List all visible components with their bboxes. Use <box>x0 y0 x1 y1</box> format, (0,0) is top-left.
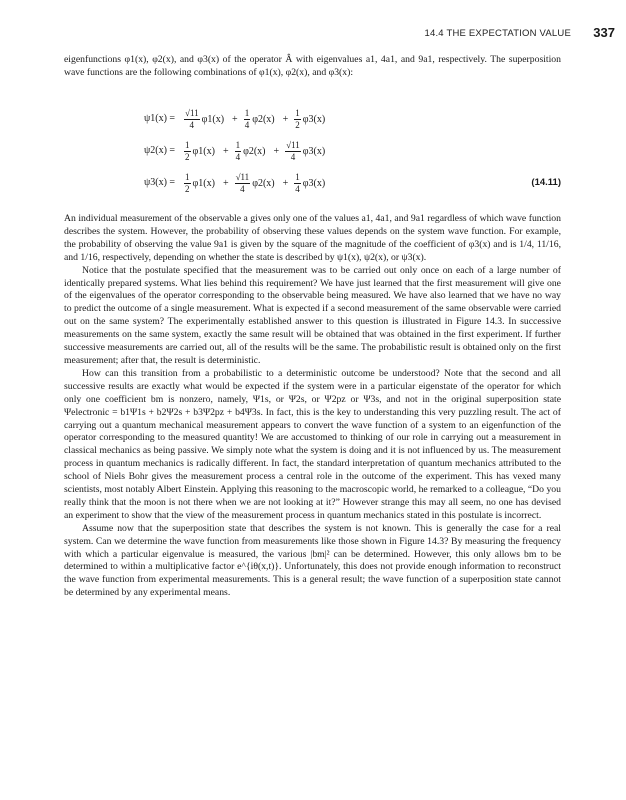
paragraph: An individual measurement of the observable a gives only one of the values a1, 4a1, and 9a1 regardless of which wave function describes the system. However, the probability of observing these values depends on the system wave function. For example, the probability of observing the value 9a1 is given by the square of the magnitude of the coefficient of φ3(x) and is 1/4, 11/16, and 1/16, respectively, depending on whether the state is described by ψ1(x), ψ2(x), or ψ3(x). <box>64 213 561 263</box>
function-term: φ2(x) <box>243 145 266 157</box>
function-term: φ2(x) <box>252 113 275 125</box>
function-term: φ3(x) <box>302 177 326 189</box>
equation-block <box>64 104 561 200</box>
plus-operator: + <box>232 113 238 125</box>
intro-paragraph <box>64 54 561 80</box>
equation-lhs: ψ3(x) = <box>144 177 176 188</box>
coefficient: $\frac{1}{2}$ <box>295 107 300 130</box>
equation-rhs <box>182 104 329 134</box>
plus-operator: + <box>222 145 229 157</box>
equation-rhs <box>182 168 329 198</box>
plus-operator: + <box>273 145 280 157</box>
equation-lhs: ψ2(x) = <box>144 145 176 156</box>
paragraph: Assume now that the superposition state that describes the system is not known. This is generally the case for a real system. Can we determine the wave function from measurements like those shown in Figure 14.3? By measuring the frequency with which a particular eigenvalue is measured, the various |bm|² can be determined. However, this only allows bm to be determined to within a multiplicative factor e^{iθ(x,t)}. Unfortunately, this does not provide enough information to reconstruct the wave function from experimental measurements. This is a general result; the wave function of a superposition state cannot be determined by any experimental means. <box>64 522 561 599</box>
function-term: φ3(x) <box>302 145 326 157</box>
coefficient: $\frac{√11}{4}$ <box>286 139 300 162</box>
equation-row <box>64 168 561 198</box>
intro-text: eigenfunctions φ1(x), φ2(x), and φ3(x) of the operator Â with eigenvalues a1, 4a1, and 9a1, respectively. The superposition wave functions are the following combinations of φ1(x), φ2(x), and φ3(x): <box>64 54 561 78</box>
plus-operator: + <box>222 177 229 189</box>
equation-lhs: ψ1(x) = <box>144 113 176 124</box>
plus-operator: + <box>282 177 289 189</box>
paragraph: How can this transition from a probabilistic to a deterministic outcome be understood? Note that the second and all successive results are exactly what would be expected if the system were in a particular eigenstate of the operator for which only one coefficient bm is nonzero, namely, Ψ1s, or Ψ2s, or Ψ2pz or Ψ3s, and not in the original superposition state Ψelectronic = b1Ψ1s + b2Ψ2s + b3Ψ2pz + b4Ψ3s. In fact, this is the key to understanding this very puzzling result. The act of carrying out a quantum mechanical measurement appears to convert the wave function of a system to an eigenfunction of the operator corresponding to the measured quantity! We are accustomed to thinking of our role in carrying out a measurement in classical mechanics as being passive. We simply note what the system is doing and it is not influenced by us. The measurement process in quantum mechanics is radically different. In fact, the standard interpretation of quantum mechanics attributed to the school of Niels Bohr gives the measurement process a central role in the outcome of the experiment. This has vexed many scientists, most notably Albert Einstein. Applying this reasoning to the macroscopic world, he remarked to a colleague, “Do you really think that the moon is not there when we are not looking at it?” However strange this may all seem, no one has devised an experiment to show that the view of the measurement process in quantum mechanics stated in this postulate is incorrect. <box>64 367 561 521</box>
coefficient: $\frac{√11}{4}$ <box>235 171 250 194</box>
equation-number: (14.11) <box>531 177 561 188</box>
function-term: φ3(x) <box>302 113 326 125</box>
page-header <box>0 27 626 41</box>
coefficient: $\frac{1}{2}$ <box>185 171 190 194</box>
paragraph: Notice that the postulate specified that the measurement was to be carried out only once on each of a large number of identically prepared systems. What lies behind this requirement? We have just learned that the first measurement will give one of the eigenvalues of the operator corresponding to the observable being measured. We have also learned that we have no way to predict the outcome of a single measurement. What is expected if a second measurement of the same observable were carried out on the same system? The experimentally established answer to this question is illustrated in Figure 14.3. In successive measurements on the same system, exactly the same result will be obtained that was obtained in the first experiment. If further successive measurements are carried out, all of the results will be the same. The probabilistic result is obtained only on the first measurement; after that, the result is deterministic. <box>64 264 561 366</box>
function-term: φ1(x) <box>192 177 215 189</box>
function-term: φ1(x) <box>192 145 215 157</box>
plus-operator: + <box>282 113 289 125</box>
body-text <box>64 213 561 600</box>
coefficient: $\frac{1}{2}$ <box>185 139 190 162</box>
coefficient: $\frac{1}{4}$ <box>295 171 300 194</box>
equation-rhs <box>182 136 329 166</box>
coefficient: $\frac{1}{4}$ <box>244 107 250 130</box>
function-term: φ2(x) <box>252 177 275 189</box>
equation-row <box>64 136 561 166</box>
coefficient: $\frac{1}{4}$ <box>235 139 241 162</box>
function-term: φ1(x) <box>201 113 225 125</box>
page-number: 337 <box>593 25 615 40</box>
running-title: 14.4 THE EXPECTATION VALUE <box>424 28 571 39</box>
equation-row <box>64 104 561 134</box>
coefficient: $\frac{√11}{4}$ <box>185 107 199 130</box>
